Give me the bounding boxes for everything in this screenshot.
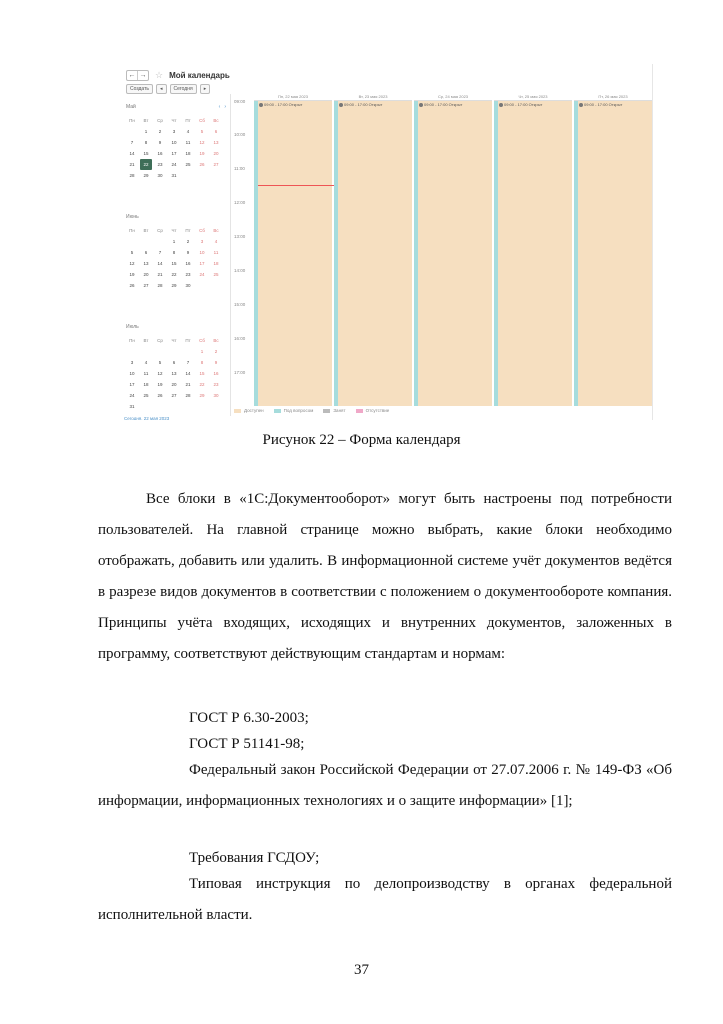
- list-item: ГОСТ Р 51141-98;: [189, 736, 305, 752]
- weekday-label: Пн: [129, 228, 135, 233]
- day-cell[interactable]: 31: [129, 404, 135, 409]
- minical-title: Июль: [126, 324, 139, 330]
- day-body[interactable]: [254, 101, 332, 406]
- weekday-label: Вс: [213, 228, 219, 233]
- toolbar: [126, 84, 210, 94]
- day-cell[interactable]: 3: [130, 360, 134, 365]
- day-cell[interactable]: 19: [157, 382, 163, 387]
- empty-cell: [182, 346, 194, 357]
- day-cell[interactable]: 20: [213, 151, 219, 156]
- day-cell[interactable]: 10: [129, 371, 135, 376]
- legend: [234, 408, 389, 413]
- weekday-label: Вт: [143, 118, 149, 123]
- day-cell[interactable]: 19: [199, 151, 205, 156]
- calendar-event[interactable]: [499, 102, 542, 107]
- weekday-label: Пн: [129, 338, 135, 343]
- day-cell[interactable]: 20: [143, 272, 149, 277]
- day-cell[interactable]: 5: [130, 250, 134, 255]
- weekday-label: Сб: [199, 228, 205, 233]
- day-cell[interactable]: 17: [129, 382, 135, 387]
- day-body[interactable]: [414, 101, 492, 406]
- day-cell[interactable]: 11: [143, 371, 149, 376]
- day-column[interactable]: [334, 94, 412, 406]
- paragraph-text: Все блоки в «1С:Документооборот» могут быть настроены под потребности пользователей. На главной странице можно выбрать, какие блоки необходимо отображать, добавить или удалить. В информационной системе учёт документов ведётся в разрезе видов документов в соответствии с положением о документообороте компания. Принципы учёта входящих, исходящих и внутренних документов, заложенных в программу, соответствуют действующим стандартам и нормам:: [98, 491, 672, 662]
- time-label: 11:00: [234, 166, 245, 171]
- time-label: 09:00: [234, 99, 246, 104]
- day-cell[interactable]: 13: [213, 140, 219, 145]
- legend-item: Отсутствие: [356, 408, 390, 413]
- day-header: Ср, 24 мая 2023: [414, 94, 492, 101]
- weekday-label: Вс: [213, 118, 219, 123]
- weekday-label: Вс: [213, 338, 219, 343]
- day-header: Вт, 23 мая 2023: [334, 94, 412, 101]
- day-cell[interactable]: 9: [158, 140, 162, 145]
- calendar-screenshot: [122, 64, 653, 420]
- weekday-label: Чт: [171, 338, 177, 343]
- empty-cell: [126, 126, 138, 137]
- minical-title: Май: [126, 104, 136, 110]
- day-cell[interactable]: 6: [144, 250, 148, 255]
- day-column[interactable]: [414, 94, 492, 406]
- day-cell[interactable]: 21: [157, 272, 163, 277]
- window-topbar: [126, 68, 230, 82]
- calendar-event[interactable]: [579, 102, 622, 107]
- list-item: Федеральный закон Российской Федерации от 27.07.2006 г. № 149-ФЗ «Об информации, информационных технологиях и о защите информации» [1];: [98, 762, 672, 809]
- day-cell[interactable]: 23: [213, 382, 219, 387]
- day-cell[interactable]: 6: [172, 360, 176, 365]
- day-cell[interactable]: 23: [157, 162, 163, 167]
- time-label: 12:00: [234, 200, 246, 205]
- weekday-label: Ср: [157, 118, 163, 123]
- weekday-label: Пт: [185, 118, 191, 123]
- day-cell[interactable]: 1: [172, 239, 176, 244]
- day-cell[interactable]: 5: [200, 129, 204, 134]
- day-cell[interactable]: 25: [185, 162, 191, 167]
- day-cell[interactable]: 7: [158, 250, 162, 255]
- day-cell[interactable]: 15: [171, 261, 177, 266]
- day-cell[interactable]: 1: [200, 349, 204, 354]
- mini-calendars: [126, 104, 230, 416]
- day-cell[interactable]: 20: [171, 382, 177, 387]
- day-cell[interactable]: 16: [185, 261, 191, 266]
- event-label: 09:00 - 17:00 Открыт: [344, 102, 383, 107]
- day-cell[interactable]: 6: [214, 129, 218, 134]
- day-cell[interactable]: 15: [143, 151, 149, 156]
- day-cell[interactable]: 22: [199, 382, 205, 387]
- event-dot-icon: [499, 103, 503, 107]
- day-cell[interactable]: 22: [171, 272, 177, 277]
- forward-arrow-icon[interactable]: →: [137, 71, 148, 80]
- time-label: 15:00: [234, 302, 246, 307]
- event-label: 09:00 - 17:00 Открыт: [264, 102, 303, 107]
- day-cell[interactable]: 18: [143, 382, 149, 387]
- day-cell[interactable]: 18: [213, 261, 219, 266]
- day-cell[interactable]: 29: [171, 283, 177, 288]
- weekday-label: Пт: [185, 338, 191, 343]
- day-cell[interactable]: 4: [214, 239, 218, 244]
- day-body[interactable]: [574, 101, 652, 406]
- minical-title: Июнь: [126, 214, 139, 220]
- event-label: 09:00 - 17:00 Открыт: [504, 102, 543, 107]
- list-item: ГОСТ Р 6.30-2003;: [189, 710, 309, 726]
- minical-grid: [126, 335, 230, 412]
- figure-caption: Рисунок 22 – Форма календаря: [262, 432, 461, 448]
- day-cell[interactable]: 8: [200, 360, 204, 365]
- prev-arrow-icon[interactable]: ◂: [156, 84, 167, 94]
- day-cell[interactable]: 12: [129, 261, 135, 266]
- empty-cell: [140, 236, 152, 247]
- day-cell[interactable]: 25: [143, 393, 149, 398]
- weekday-label: Пт: [185, 228, 191, 233]
- day-cell[interactable]: 21: [185, 382, 191, 387]
- day-cell[interactable]: 27: [213, 162, 219, 167]
- minical-may: [126, 104, 230, 181]
- time-label: 10:00: [234, 132, 246, 137]
- day-cell[interactable]: 2: [214, 349, 218, 354]
- empty-cell: [126, 346, 138, 357]
- day-header: Пн, 22 мая 2023: [254, 94, 332, 101]
- current-time-line: [258, 185, 338, 186]
- nav-buttons: [126, 70, 149, 81]
- day-cell[interactable]: 3: [200, 239, 204, 244]
- day-cell[interactable]: 11: [213, 250, 219, 255]
- weekday-label: Сб: [199, 338, 205, 343]
- day-header: Пт, 26 мая 2023: [574, 94, 652, 101]
- day-cell[interactable]: 28: [157, 283, 163, 288]
- day-cell[interactable]: 11: [185, 140, 191, 145]
- event-dot-icon: [419, 103, 423, 107]
- day-cell[interactable]: 24: [129, 393, 135, 398]
- day-column[interactable]: [494, 94, 572, 406]
- day-cell[interactable]: 7: [186, 360, 190, 365]
- page-number: 37: [354, 962, 369, 978]
- create-button[interactable]: Создать: [126, 84, 153, 94]
- day-cell[interactable]: 30: [157, 173, 163, 178]
- weekday-label: Чт: [171, 228, 177, 233]
- day-cell[interactable]: 25: [213, 272, 219, 277]
- day-cell[interactable]: 31: [171, 173, 177, 178]
- day-cell[interactable]: 26: [129, 283, 135, 288]
- empty-cell: [168, 346, 180, 357]
- day-cell[interactable]: 4: [144, 360, 148, 365]
- legend-swatch: [274, 409, 281, 413]
- weekday-label: Сб: [199, 118, 205, 123]
- time-label: 14:00: [234, 268, 246, 273]
- weekday-label: Чт: [171, 118, 177, 123]
- day-cell[interactable]: 14: [129, 151, 135, 156]
- day-cell[interactable]: 17: [171, 151, 177, 156]
- today-button[interactable]: Сегодня: [170, 84, 197, 94]
- star-icon[interactable]: ☆: [155, 69, 164, 80]
- day-cell[interactable]: 2: [186, 239, 190, 244]
- day-body[interactable]: [334, 101, 412, 406]
- day-cell[interactable]: 13: [171, 371, 177, 376]
- day-cell[interactable]: 22: [140, 159, 152, 170]
- day-cell[interactable]: 29: [143, 173, 149, 178]
- event-dot-icon: [259, 103, 263, 107]
- minical-july: [126, 324, 230, 412]
- day-cell[interactable]: 19: [129, 272, 135, 277]
- day-cell[interactable]: 29: [199, 393, 205, 398]
- day-cell[interactable]: 18: [185, 151, 191, 156]
- list-item: Типовая инструкция по делопроизводству в органах федеральной исполнительной власти.: [98, 876, 672, 923]
- empty-cell: [154, 346, 166, 357]
- day-cell[interactable]: 16: [213, 371, 219, 376]
- minical-june: [126, 214, 230, 291]
- week-view: [234, 94, 652, 406]
- day-cell[interactable]: 28: [185, 393, 191, 398]
- empty-cell: [126, 236, 138, 247]
- legend-item: Под вопросом: [274, 408, 314, 413]
- empty-cell: [140, 346, 152, 357]
- next-arrow-icon[interactable]: ▸: [200, 84, 211, 94]
- calendar-event[interactable]: [259, 102, 302, 107]
- day-cell[interactable]: 27: [171, 393, 177, 398]
- day-cell[interactable]: 26: [199, 162, 205, 167]
- weekday-label: Вт: [143, 338, 149, 343]
- legend-item: Занят: [323, 408, 345, 413]
- today-link[interactable]: Сегодня, 22 мая 2023: [124, 416, 170, 420]
- event-dot-icon: [579, 103, 583, 107]
- day-cell[interactable]: 10: [199, 250, 205, 255]
- legend-swatch: [356, 409, 363, 413]
- empty-cell: [154, 236, 166, 247]
- time-label: 16:00: [234, 336, 246, 341]
- day-cell[interactable]: 9: [214, 360, 218, 365]
- day-cell[interactable]: 28: [129, 173, 135, 178]
- day-cell[interactable]: 8: [144, 140, 148, 145]
- body-paragraph: [98, 484, 672, 670]
- day-cell[interactable]: 12: [199, 140, 205, 145]
- day-cell[interactable]: 16: [157, 151, 163, 156]
- minical-grid: [126, 225, 230, 291]
- day-column[interactable]: [574, 94, 652, 406]
- day-cell[interactable]: 13: [143, 261, 149, 266]
- day-cell[interactable]: 15: [199, 371, 205, 376]
- day-cell[interactable]: 4: [186, 129, 190, 134]
- day-cell[interactable]: 26: [157, 393, 163, 398]
- legend-item: Доступен: [234, 408, 264, 413]
- day-cell[interactable]: 10: [171, 140, 177, 145]
- day-cell[interactable]: 7: [130, 140, 134, 145]
- day-body[interactable]: [494, 101, 572, 406]
- weekday-label: Пн: [129, 118, 135, 123]
- day-cell[interactable]: 3: [172, 129, 176, 134]
- day-cell[interactable]: 23: [185, 272, 191, 277]
- calendar-event[interactable]: [419, 102, 462, 107]
- list-item: Требования ГСДОУ;: [189, 850, 320, 866]
- day-cell[interactable]: 2: [158, 129, 162, 134]
- day-cell[interactable]: 8: [172, 250, 176, 255]
- month-arrows-icon[interactable]: ‹›: [218, 104, 230, 110]
- minical-grid: [126, 115, 230, 181]
- calendar-event[interactable]: [339, 102, 382, 107]
- legend-swatch: [323, 409, 330, 413]
- weekday-label: Ср: [157, 228, 163, 233]
- event-label: 09:00 - 17:00 Открыт: [424, 102, 463, 107]
- day-cell[interactable]: 12: [157, 371, 163, 376]
- day-column[interactable]: [254, 94, 332, 406]
- day-cell[interactable]: 1: [144, 129, 148, 134]
- day-cell[interactable]: 24: [171, 162, 177, 167]
- day-cell[interactable]: 5: [158, 360, 162, 365]
- day-cell[interactable]: 30: [213, 393, 219, 398]
- day-cell[interactable]: 14: [157, 261, 163, 266]
- event-label: 09:00 - 17:00 Открыт: [584, 102, 623, 107]
- day-cell[interactable]: 14: [185, 371, 191, 376]
- event-dot-icon: [339, 103, 343, 107]
- window-title: Мой календарь: [169, 70, 230, 80]
- day-header: Чт, 25 мая 2023: [494, 94, 572, 101]
- day-cell[interactable]: 24: [199, 272, 205, 277]
- day-cell[interactable]: 17: [199, 261, 205, 266]
- day-cell[interactable]: 27: [143, 283, 149, 288]
- day-cell[interactable]: 21: [129, 162, 135, 167]
- weekday-label: Вт: [143, 228, 149, 233]
- day-cell[interactable]: 30: [185, 283, 191, 288]
- weekday-label: Ср: [157, 338, 163, 343]
- legend-swatch: [234, 409, 241, 413]
- time-label: 13:00: [234, 234, 246, 239]
- time-label: 17:00: [234, 370, 246, 375]
- time-column: [234, 94, 252, 406]
- day-cell[interactable]: 9: [186, 250, 190, 255]
- back-arrow-icon[interactable]: ←: [128, 71, 136, 79]
- divider: [230, 94, 231, 416]
